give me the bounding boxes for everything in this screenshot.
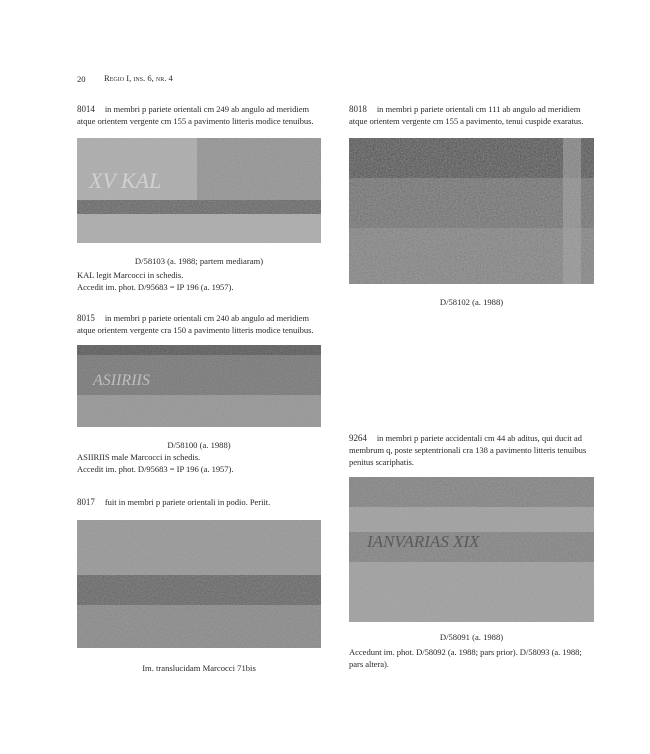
entry-description: in membri p pariete orientali cm 111 ab angulo ad meridiem atque orientem vergente cm 155 a pavimento, tenui cuspide exaratus. [349,104,584,126]
photo-9264 [349,477,594,622]
caption-8018: D/58102 (a. 1988) [439,297,504,307]
caption-8014: D/58103 (a. 1988; partem mediaram) [134,256,264,266]
note-9264-1: Accedunt im. phot. D/58092 (a. 1988; pars prior). D/58093 (a. 1988; pars altera). [349,647,582,669]
entry-number: 8017 [77,497,95,507]
caption-9264: D/58091 (a. 1988) [439,632,504,642]
photo-8017 [77,520,321,648]
entry-number: 9264 [349,433,367,443]
caption-8015: D/58100 (a. 1988) [167,440,231,450]
note-8014-1: KAL legit Marcocci in schedis. [77,270,184,280]
caption-8017: Im. translucidam Marcocci 71bis [142,663,256,673]
note-8015-2: Accedit im. phot. D/95683 = IP 196 (a. 1957). [77,464,234,474]
photo-8018 [349,138,594,284]
note-8015-1: ASIIRIIS male Marcocci in schedis. [77,452,201,462]
graffito-8014: XV KAL [89,168,162,193]
entry-8014-text [77,103,323,127]
entry-description: in membri p pariete orientali cm 249 ab angulo ad meridiem atque orientem vergente cm 155 a pavimento litteris modice tenuibus. [77,104,314,126]
entry-8018-text [349,103,595,127]
graffito-9264: IANVARIAS XIX [367,532,480,551]
graffito-8015: ASIIRIIS [93,372,150,389]
entry-description: in membri p pariete accidentali cm 44 ab aditus, qui ducit ad membrum q, poste septentrionali cra 138 a pavimento litteris tenuibus penitus scariphatis. [349,433,587,467]
photo-8015 [77,345,321,427]
entry-number: 8014 [77,104,95,114]
entry-number: 8015 [77,313,95,323]
entry-description: in membri p pariete orientali cm 240 ab angulo ad meridiem atque orientem vergente cra 150 a pavimento litteris modice tenuibus. [77,313,314,335]
entry-9264-text [349,432,595,468]
entry-8017-text [77,496,323,508]
running-head: Regio I, ins. 6, nr. 4 [104,73,173,83]
page-number: 20 [77,74,86,84]
entry-number: 8018 [349,104,367,114]
entry-description: fuit in membri p pariete orientali in podio. Periit. [104,497,271,507]
note-8014-2: Accedit im. phot. D/95683 = IP 196 (a. 1957). [77,282,234,292]
entry-8015-text [77,312,323,336]
photo-8014 [77,138,321,243]
